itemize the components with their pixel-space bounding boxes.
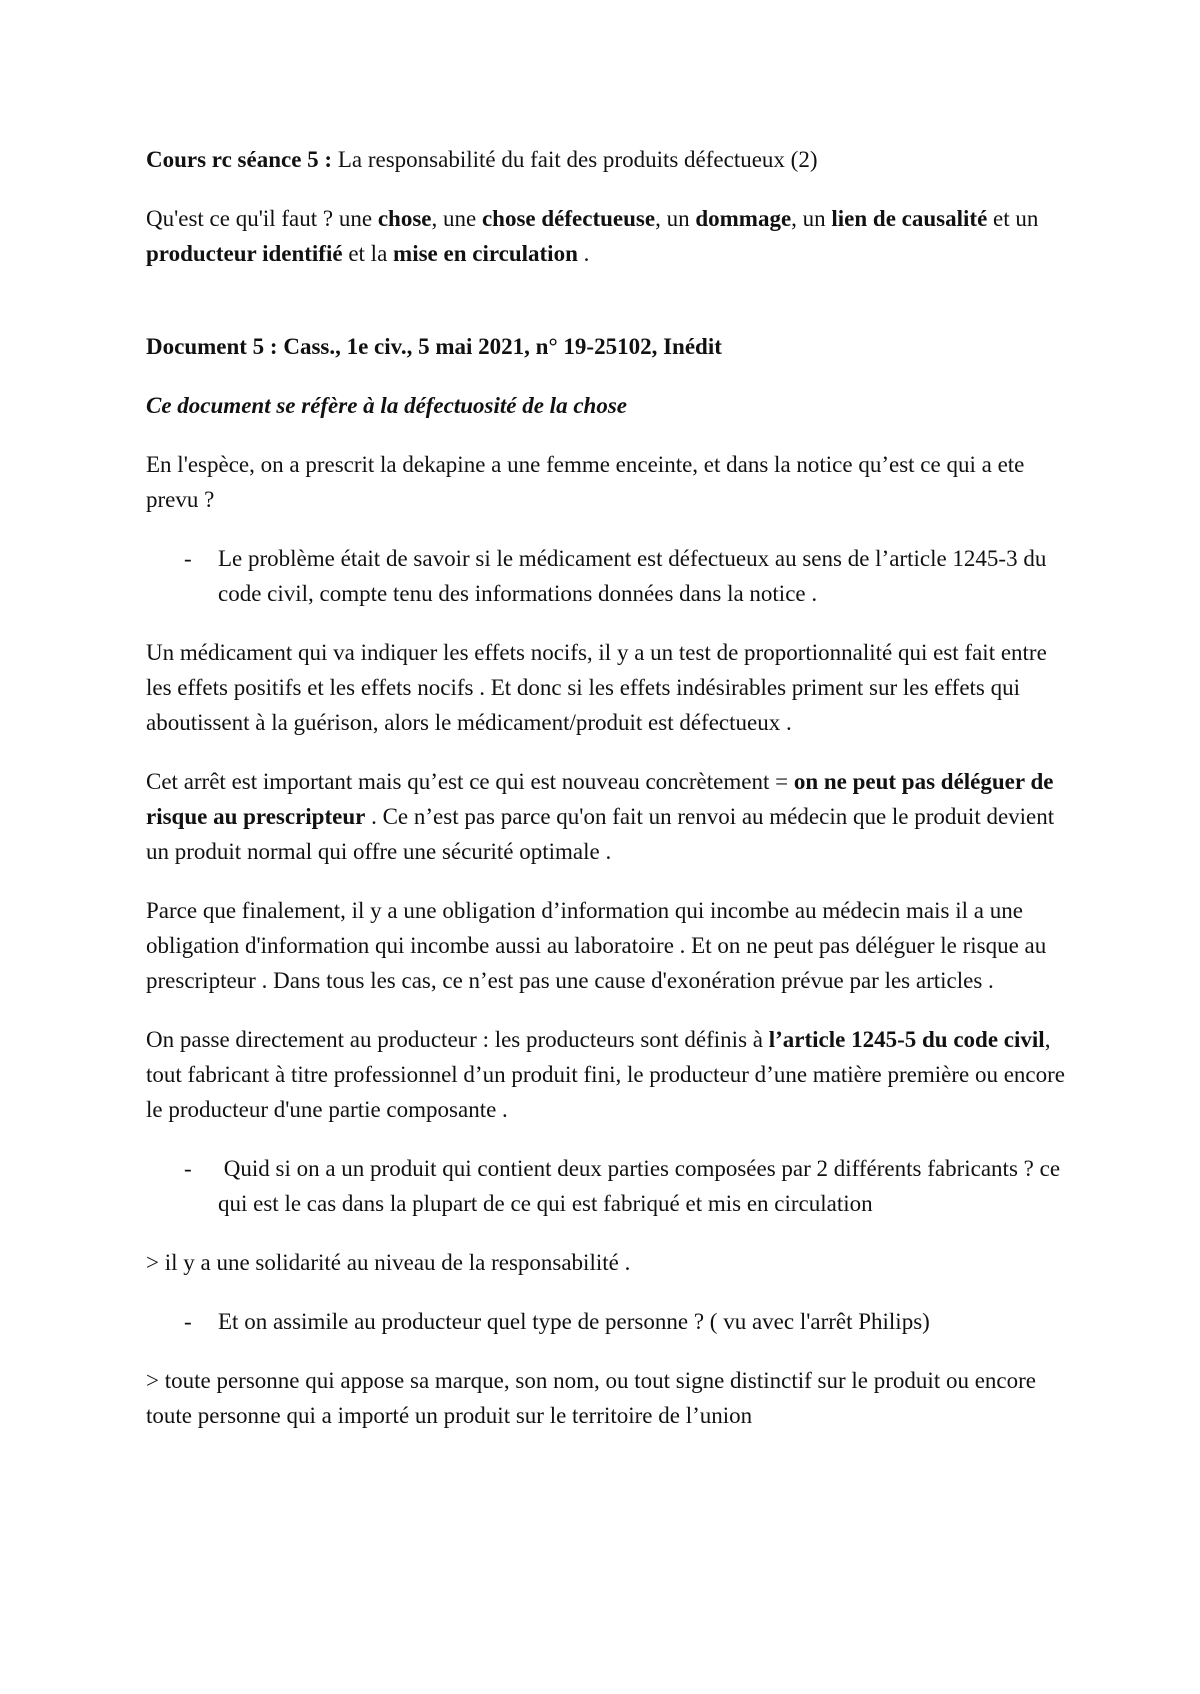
paragraph-emphasis: on ne peut pas déléguer de risque au prescripteur: [146, 769, 1054, 829]
answer-line: > toute personne qui appose sa marque, son nom, ou tout signe distinctif sur le produit ou encore toute personne qui a importé un produit sur le territoire de l’union: [146, 1368, 1036, 1428]
bullet-text: Et on assimile au producteur quel type de personne ? ( vu avec l'arrêt Philips): [218, 1309, 930, 1334]
intro-text: et la: [342, 241, 394, 266]
document-subtitle: Ce document se réfère à la défectuosité de la chose: [146, 393, 627, 418]
bullet-dash: -: [184, 546, 192, 571]
bullet-text: Le problème était de savoir si le médicament est défectueux au sens de l’article 1245-3 du code civil, compte tenu des informations données dans la notice .: [218, 546, 1047, 606]
bullet-dash: -: [184, 1309, 192, 1334]
page-title: [146, 142, 1066, 177]
title-course-label: Cours rc séance 5 :: [146, 147, 333, 172]
intro-keyword: producteur identifié: [146, 241, 343, 266]
intro-text: et un: [987, 206, 1039, 231]
paragraph-arret: [146, 764, 1066, 869]
intro-keyword: chose: [377, 206, 432, 231]
bullet-item: [146, 1151, 1066, 1221]
intro-text: , un: [655, 206, 696, 231]
title-topic: La responsabilité du fait des produits défectueux (2): [332, 147, 818, 172]
intro-text: .: [577, 241, 590, 266]
intro-text: , une: [431, 206, 482, 231]
bullet-item: [146, 1304, 1066, 1339]
paragraph-emphasis: l’article 1245-5 du code civil: [768, 1027, 1045, 1052]
paragraph-obligation: Parce que finalement, il y a une obligation d’information qui incombe au médecin mais il a une obligation d'information qui incombe aussi au laboratoire . Et on ne peut pas déléguer le risque au prescripteur . Dans tous les cas, ce n’est pas une cause d'exonération prévue par les articles .: [146, 898, 1047, 993]
intro-text: Qu'est ce qu'il faut ? une: [146, 206, 378, 231]
paragraph-text: On passe directement au producteur : les producteurs sont définis à: [146, 1027, 769, 1052]
paragraph-text: . Ce n’est pas parce qu'on fait un renvoi au médecin que le produit devient un produit normal qui offre une sécurité optimale .: [146, 804, 1055, 864]
intro-keyword: chose défectueuse: [481, 206, 656, 231]
bullet-item: [146, 541, 1066, 611]
document-heading-text: Document 5 : Cass., 1e civ., 5 mai 2021, n° 19-25102, Inédit: [146, 334, 722, 359]
paragraph-producteur: [146, 1022, 1066, 1127]
intro-keyword: dommage: [695, 206, 792, 231]
intro-keyword: lien de causalité: [831, 206, 988, 231]
paragraph-text: Cet arrêt est important mais qu’est ce qui est nouveau concrètement =: [146, 769, 794, 794]
paragraph-espece: En l'espèce, on a prescrit la dekapine a une femme enceinte, et dans la notice qu’est ce qui a ete prevu ?: [146, 452, 1025, 512]
paragraph-text: , tout fabricant à titre professionnel d’un produit fini, le producteur d’une matière première ou encore le producteur d'une partie composante .: [146, 1027, 1066, 1122]
intro-text: , un: [791, 206, 832, 231]
intro-keyword: mise en circulation: [393, 241, 578, 266]
document-page: [146, 142, 1066, 1457]
intro-paragraph: [146, 201, 1066, 271]
answer-line: > il y a une solidarité au niveau de la responsabilité .: [146, 1250, 631, 1275]
paragraph-medicament: Un médicament qui va indiquer les effets nocifs, il y a un test de proportionnalité qui est fait entre les effets positifs et les effets nocifs . Et donc si les effets indésirables priment sur les effets qui aboutissent à la guérison, alors le médicament/produit est défectueux .: [146, 640, 1047, 735]
bullet-dash: -: [184, 1156, 192, 1181]
bullet-text: Quid si on a un produit qui contient deux parties composées par 2 différents fabricants ? ce qui est le cas dans la plupart de ce qui est fabriqué et mis en circulation: [218, 1156, 1066, 1216]
document-heading: [146, 329, 1066, 364]
